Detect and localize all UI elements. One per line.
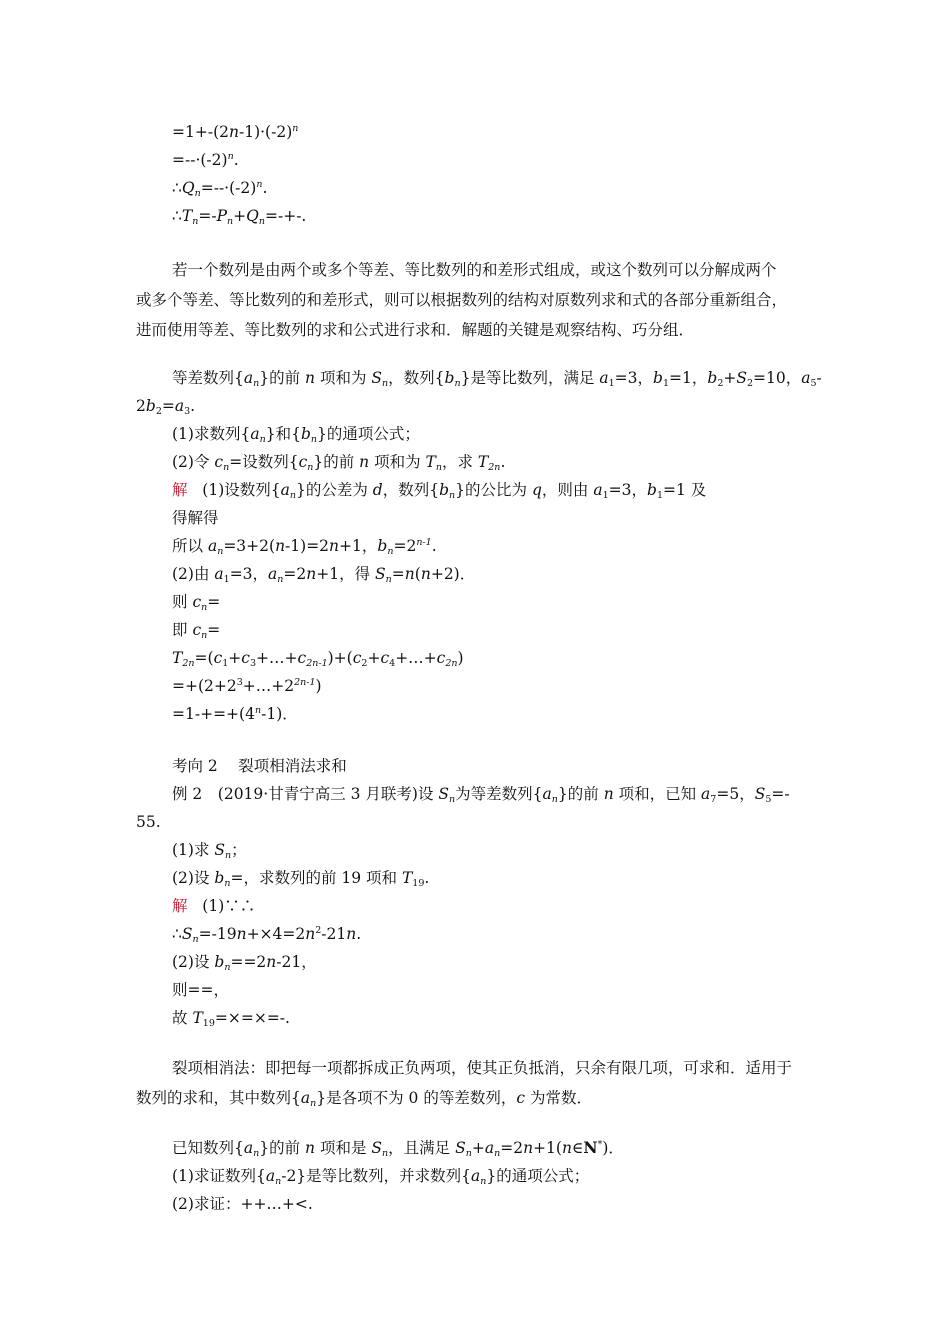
solution-line: $=1-+=+(4^n-1)$． bbox=[172, 705, 298, 723]
question-1: (1)求数列$\{a_n\}$和$\{b_n\}$的通项公式； bbox=[172, 425, 420, 445]
paragraph-line: 进而使用等差、等比数列的求和公式进行求和．解题的关键是观察结构、巧分组． bbox=[136, 321, 695, 339]
equation-line: $\therefore T_n=-P_n+Q_n=-+-$. bbox=[172, 207, 307, 227]
solution-label: 解 bbox=[172, 897, 188, 915]
paragraph-line: 数列的求和，其中数列$\{a_n\}$是各项不为 0 的等差数列，c 为常数． bbox=[136, 1089, 592, 1109]
problem-statement: 已知数列$\{a_n\}$的前 n 项和是 $S_n$，且满足 $S_n+a_n=2n+1(n\in N^*)$． bbox=[172, 1138, 624, 1159]
example-statement: 55. bbox=[136, 813, 161, 831]
equation-line: $=1+-(2n-1)\cdot(-2)^n$ bbox=[172, 123, 299, 141]
solution-line: 所以 $a_n=3+2(n-1)=2n+1$，$b_n=2^{n-1}$. bbox=[172, 537, 437, 557]
solution-line: (2)设 $b_n==2n-21$， bbox=[172, 953, 317, 973]
question-2: (2)设 $b_n=$，求数列的前 19 项和 $T_{19}$. bbox=[172, 869, 430, 889]
solution-line: 则==， bbox=[172, 981, 229, 999]
question-1: (1)求 $S_n$； bbox=[172, 841, 247, 861]
solution-line: (2)由 $a_1=3$，$a_n=2n+1$，得 $S_n=n(n+2)$． bbox=[172, 565, 476, 585]
solution-line: 解 (1)设数列$\{a_n\}$的公差为 d，数列$\{b_n\}$的公比为 q，则由 $a_1=3$，$b_1=1$ 及 bbox=[172, 481, 707, 501]
solution-label: 解 bbox=[172, 481, 188, 499]
paragraph-line: 裂项相消法：即把每一项都拆成正负两项，使其正负抵消，只余有限几项，可求和．适用于 bbox=[172, 1059, 793, 1077]
solution-line: 解 (1)∵∴ bbox=[172, 897, 256, 915]
example-statement: 例 2 (2019·甘青宁高三 3 月联考)设 $S_n$为等差数列$\{a_n\}$的前 n 项和，已知 $a_7=5$，$S_5=-$ bbox=[172, 785, 790, 805]
solution-line: 故 $T_{19}=\times=\times=-$. bbox=[172, 1009, 290, 1029]
question-1: (1)求证数列$\{a_n-2\}$是等比数列，并求数列$\{a_n\}$的通项公式； bbox=[172, 1167, 590, 1187]
problem-statement: 等差数列$\{a_n\}$的前 n 项和为 $S_n$，数列$\{b_n\}$是等比数列，满足 $a_1=3$，$b_1=1$，$b_2+S_2=10$，$a_5-$ bbox=[172, 369, 822, 389]
solution-line: 则 $c_n=$ bbox=[172, 593, 221, 613]
paragraph-line: 或多个等差、等比数列的和差形式，则可以根据数列的结构对原数列求和式的各部分重新组合， bbox=[136, 291, 788, 309]
question-2: (2)求证：++…+<. bbox=[172, 1195, 313, 1213]
solution-line: $\therefore S_n=-19n+\times 4=2n^2-21n$. bbox=[172, 925, 362, 945]
solution-line: 即 $c_n=$ bbox=[172, 621, 221, 641]
solution-line: $T_{2n}=(c_1+c_3+\dots+c_{2n-1})+(c_2+c_4+\dots+c_{2n})$ bbox=[172, 649, 464, 669]
equation-line: $=--\cdot(-2)^n$. bbox=[172, 151, 239, 169]
section-heading: 考向 2 裂项相消法求和 bbox=[172, 757, 347, 775]
paragraph-line: 若一个数列是由两个或多个等差、等比数列的和差形式组成，或这个数列可以分解成两个 bbox=[172, 261, 777, 279]
problem-statement: $2b_2=a_3$. bbox=[136, 397, 196, 417]
solution-line: $=+(2+2^3+\dots+2^{2n-1})$ bbox=[172, 677, 322, 695]
solution-line: 得解得 bbox=[172, 509, 219, 527]
equation-line: $\therefore Q_n=--\cdot(-2)^n$. bbox=[172, 179, 268, 199]
question-2: (2)令 $c_n=$设数列$\{c_n\}$的前 n 项和为 $T_n$，求 $T_{2n}$. bbox=[172, 453, 506, 473]
